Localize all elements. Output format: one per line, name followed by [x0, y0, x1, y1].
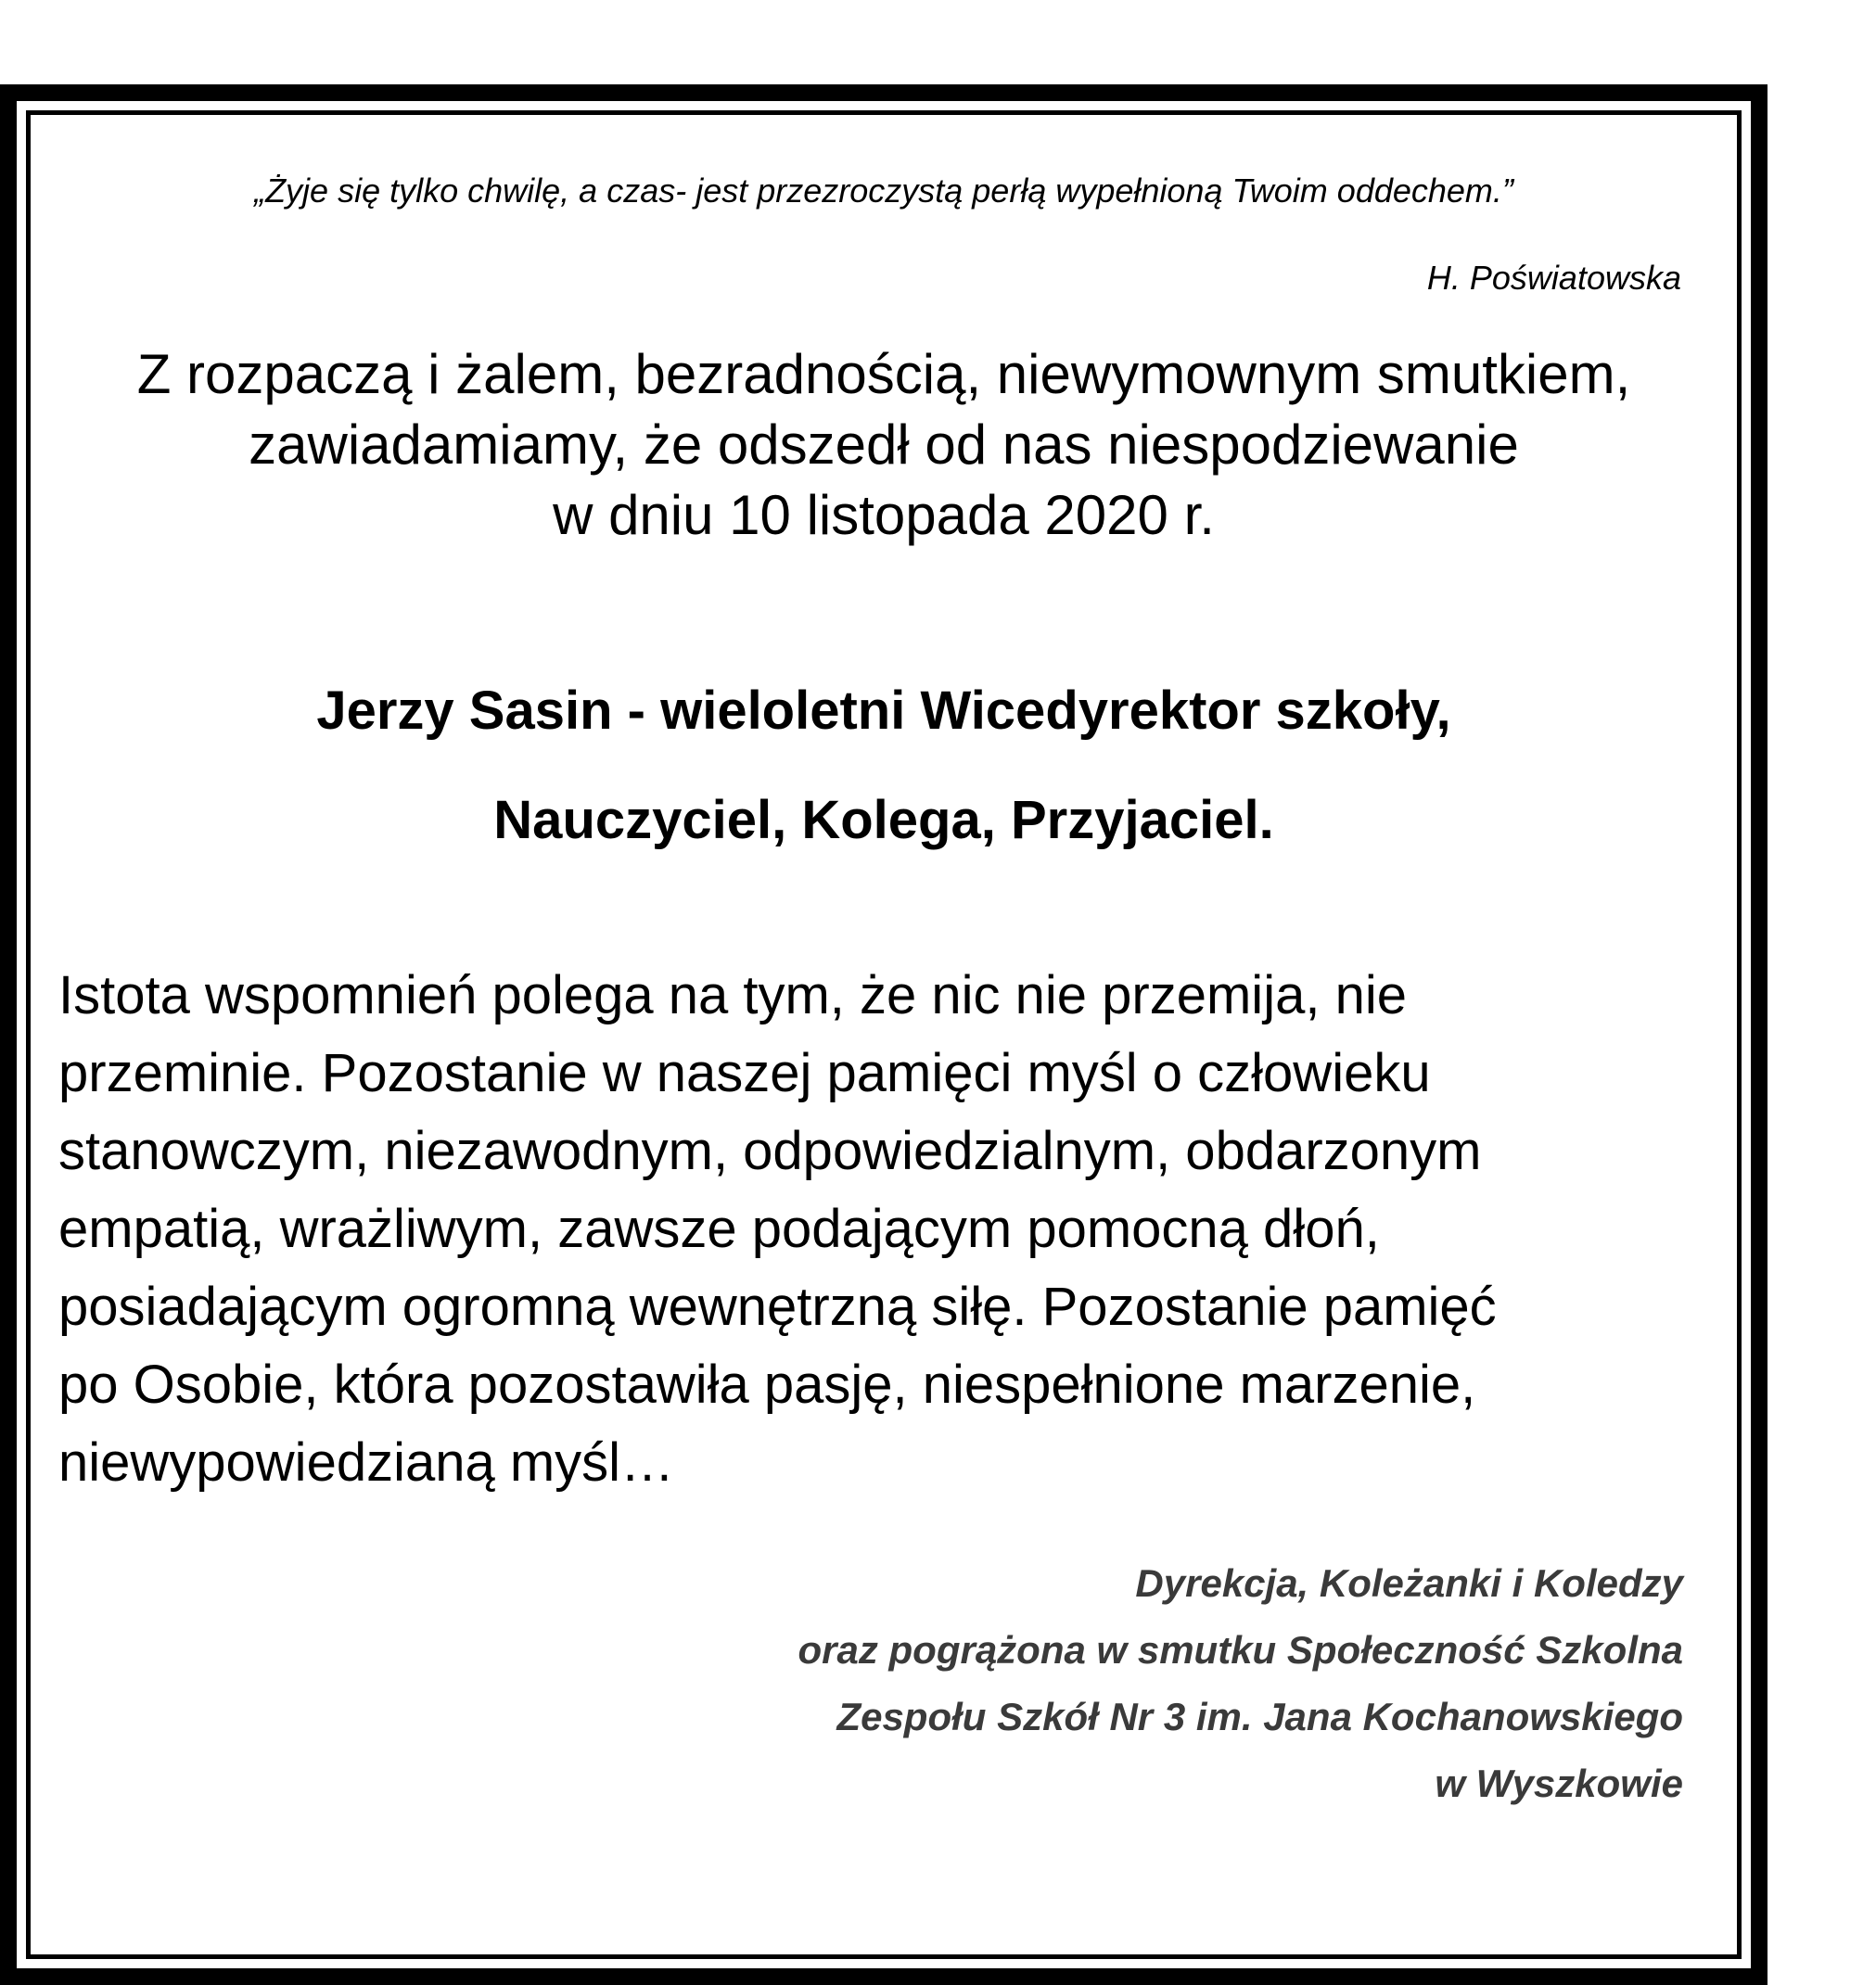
memory-line: po Osobie, która pozostawiła pasję, niespełnione marzenie, [58, 1355, 1476, 1415]
signature-line: Zespołu Szkół Nr 3 im. Jana Kochanowskiego [836, 1695, 1683, 1738]
deceased-name-block [58, 656, 1709, 875]
memory-line: niewypowiedzianą myśl… [58, 1432, 675, 1493]
mourning-frame-outer [0, 84, 1768, 1985]
memory-paragraph [58, 957, 1709, 1502]
deceased-roles-line: Nauczyciel, Kolega, Przyjaciel. [493, 790, 1274, 850]
announcement-line: Z rozpaczą i żalem, bezradnością, niewymownym smutkiem, [136, 343, 1631, 405]
announcement-line: w dniu 10 listopada 2020 r. [553, 484, 1215, 546]
signature-line: oraz pogrążona w smutku Społeczność Szkolna [798, 1628, 1683, 1672]
signature-line: Dyrekcja, Koleżanki i Koledzy [1135, 1561, 1683, 1605]
memory-line: empatią, wrażliwym, zawsze podającym pomocną dłoń, [58, 1199, 1380, 1259]
obituary-content [31, 115, 1737, 1954]
memory-line: przeminie. Pozostanie w naszej pamięci myśl o człowieku [58, 1043, 1431, 1103]
announcement-text [58, 339, 1709, 551]
memory-line: posiadającym ogromną wewnętrzną siłę. Pozostanie pamięć [58, 1277, 1497, 1337]
motto-author: H. Poświatowska [1426, 259, 1681, 297]
mourning-frame-gap [17, 101, 1751, 1968]
memory-line: Istota wspomnień polega na tym, że nic nie przemija, nie [58, 965, 1407, 1025]
motto-quote: „Żyje się tylko chwilę, a czas- jest przezroczystą perłą wypełnioną Twoim oddechem.” [254, 172, 1513, 210]
signature-block [798, 1550, 1683, 1817]
announcement-line: zawiadamiamy, że odszedł od nas niespodziewanie [249, 414, 1519, 476]
memory-line: stanowczym, niezawodnym, odpowiedzialnym, obdarzonym [58, 1121, 1482, 1181]
signature-line: w Wyszkowie [1435, 1762, 1683, 1805]
deceased-name-line: Jerzy Sasin - wieloletni Wicedyrektor szkoły, [316, 681, 1451, 741]
mourning-frame-inner [26, 110, 1742, 1959]
